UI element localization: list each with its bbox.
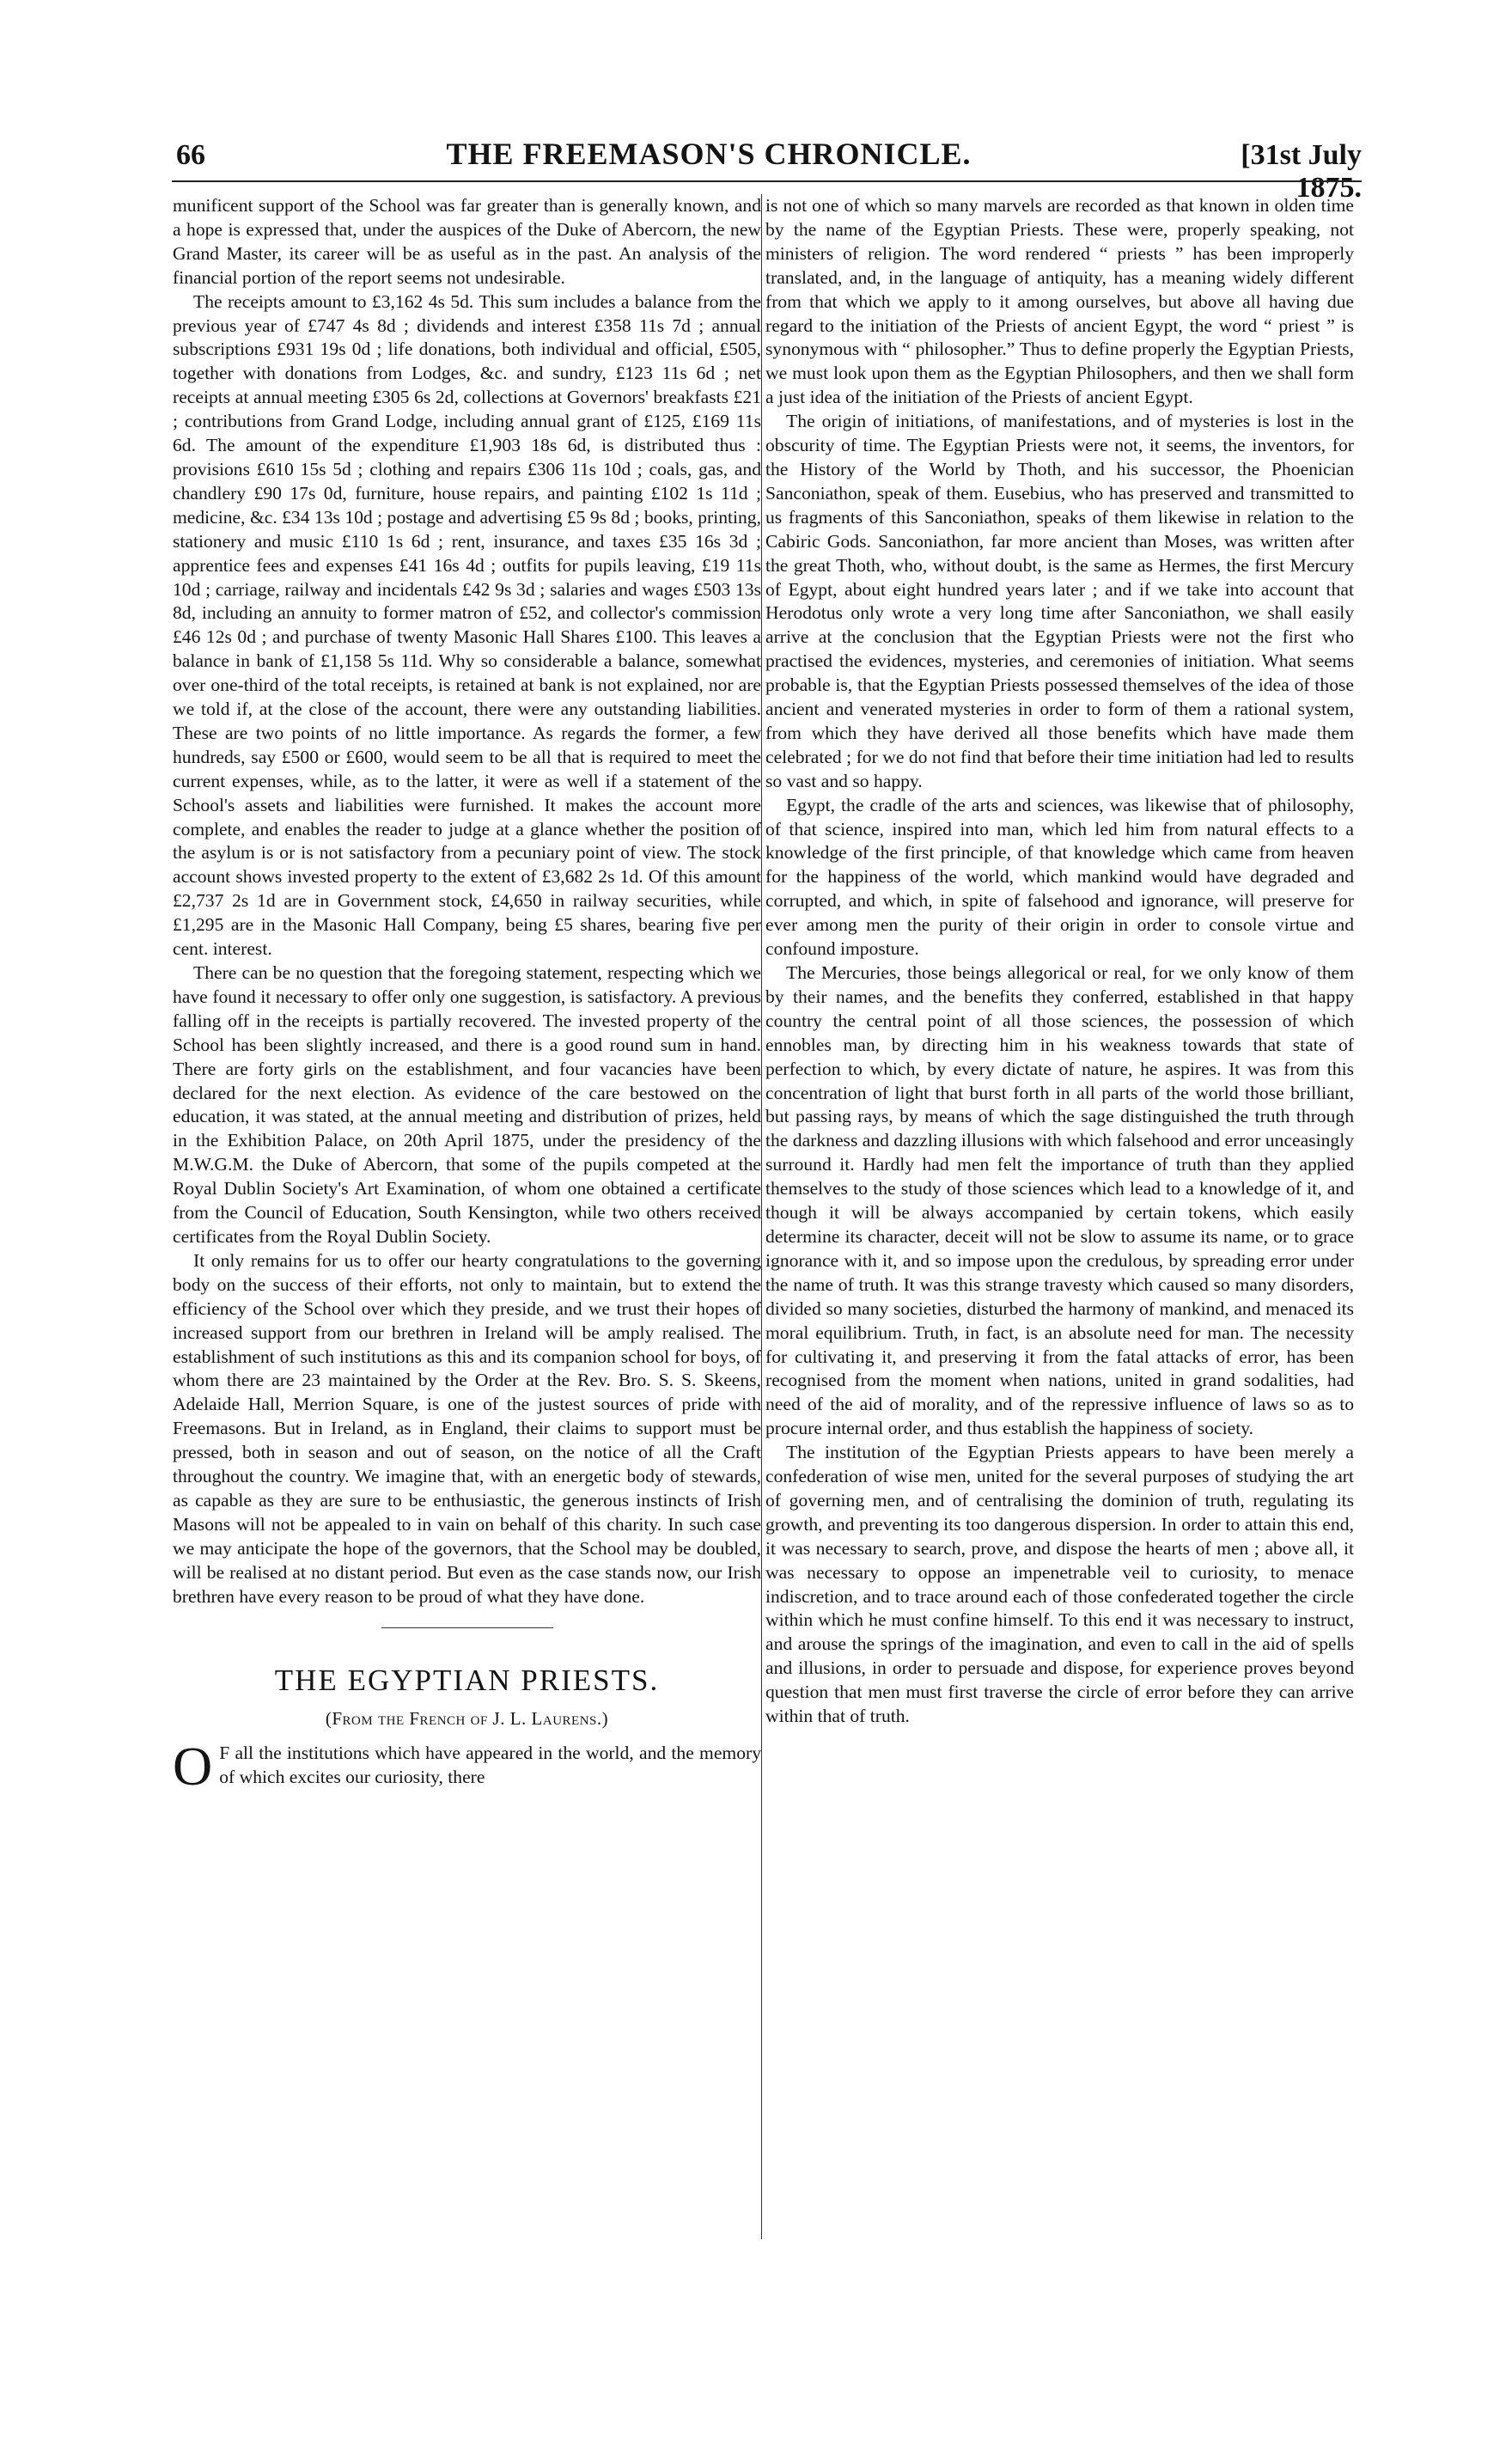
article-divider	[381, 1627, 553, 1628]
paragraph: Egypt, the cradle of the arts and sciences, was likewise that of philosophy, of that science, inspired into man, which led him from natural effects to a knowledge of the first principle, of that knowledge which came from heaven for the happiness of the world, which mankind would have degraded and corrupted, and which, in spite of falsehood and ignorance, will preserve for ever among men the purity of their origin in order to console virtue and confound imposture.	[765, 794, 1354, 960]
drop-cap: O	[173, 1736, 213, 1798]
paragraph: There can be no question that the foregoing statement, respecting which we have found it necessary to offer only one suggestion, is satisfactory. A previous falling off in the receipts is partially recovered. The invested property of the School has been slightly increased, and there is a good round sum in hand. There are forty girls on the establishment, and four vacancies have been declared for the next election. As evidence of the care bestowed on the education, it was stated, at the annual meeting and distribution of prizes, held in the Exhibition Palace, on 20th April 1875, under the presidency of the M.W.G.M. the Duke of Abercorn, that some of the pupils competed at the Royal Dublin Society's Art Examination, of whom one obtained a certificate from the Council of Education, South Kensington, while two others received certificates from the Royal Dublin Society.	[173, 962, 761, 1247]
article-opening-paragraph	[173, 1736, 761, 1798]
article-title: THE EGYPTIAN PRIESTS.	[274, 1663, 660, 1698]
right-column	[765, 194, 1354, 2239]
paragraph: The institution of the Egyptian Priests appears to have been merely a confederation of wise men, united for the several purposes of studying the art of governing men, and of centralising the dominion of truth, regulating its growth, and preventing its too dangerous dispersion. In order to attain this end, it was necessary to search, prove, and dispose the hearts of men ; above all, it was necessary to oppose an impenetrable veil to curiosity, to menace indiscretion, and to trace around each of those confederated together the circle within which he must confine himself. To this end it was necessary to instruct, and arouse the springs of the imagination, and even to call in the aid of spells and illusions, in order to persuade and dispose, for experience proves beyond question that men must first traverse the circle of error before they can arrive within that of truth.	[765, 1442, 1354, 1727]
paragraph: The receipts amount to £3,162 4s 5d. This sum includes a balance from the previous year of £747 4s 8d ; dividends and interest £358 11s 7d ; annual subscriptions £931 19s 0d ; life donations, both individual and official, £505, together with donations from Lodges, &c. and sundry, £123 11s 6d ; net receipts at annual meeting £305 6s 2d, collections at Governors' breakfasts £21 ; contributions from Grand Lodge, including annual grant of £125, £169 11s 6d. The amount of the expenditure £1,903 18s 6d, is distributed thus : provisions £610 15s 5d ; clothing and repairs £306 11s 10d ; coals, gas, and chandlery £90 17s 0d, furniture, house repairs, and painting £102 1s 11d ; medicine, &c. £34 13s 10d ; postage and advertising £5 9s 8d ; books, printing, stationery and music £110 1s 6d ; rent, insurance, and taxes £35 16s 3d ; apprentice fees and expenses £41 16s 4d ; outfits for pupils leaving, £19 11s 10d ; carriage, railway and incidentals £42 9s 3d ; salaries and wages £503 13s 8d, including an annuity to former matron of £52, and collector's commission £46 12s 0d ; and purchase of twenty Masonic Hall Shares £100. This leaves a balance in bank of £1,158 5s 11d. Why so considerable a balance, somewhat over one-third of the total receipts, is retained at bank is not explained, nor are we told if, at the close of the account, there were any outstanding liabilities. These are two points of no little importance. As regards the former, a few hundreds, say £500 or £600, would seem to be all that is required to meet the current expenses, while, as to the latter, it were as well if a statement of the School's assets and liabilities were furnished. It makes the account more complete, and enables the reader to judge at a glance whether the position of the asylum is or is not satisfactory from a pecuniary point of view. The stock account shows invested property to the extent of £3,682 2s 1d. Of this amount £2,737 2s 1d are in Government stock, £4,650 in railway securities, while £1,295 are in the Masonic Hall Company, being £5 shares, bearing five per cent. interest.	[173, 290, 761, 960]
left-column	[173, 194, 761, 2239]
masthead	[176, 136, 1362, 204]
opening-text: F all the institutions which have appeared in the world, and the memory of which excites our curiosity, there	[219, 1743, 761, 1788]
column-divider	[761, 194, 762, 2239]
newspaper-title: THE FREEMASON'S CHRONICLE.	[446, 137, 972, 171]
paragraph: The Mercuries, those beings allegorical or real, for we only know of them by their names, and the benefits they conferred, established in that happy country the central point of all those sciences, the possession of which ennobles man, by directing him in his weakness towards that state of perfection to which, by every dictate of nature, he aspires. It was from this concentration of light that burst forth in all parts of the world those brilliant, but passing rays, by means of which the sage distinguished the truth through the darkness and dazzling illusions with which falsehood and error unceasingly surround it. Hardly had men felt the importance of truth than they applied themselves to the study of those sciences which lead to a knowledge of it, and though it will be always accompanied by certain tokens, which easily determine its character, deceit will not be slow to assume its name, or to grace ignorance with it, and so impose upon the credulous, by spreading error under the name of truth. It was this strange travesty which caused so many disorders, divided so many societies, disturbed the harmony of mankind, and menaced its moral equilibrium. Truth, in fact, is an absolute need for man. The necessity for cultivating it, and preserving it from the fatal attacks of error, has been recognised from the moment when nations, united in grand sodalities, had need of the aid of morality, and of the repressive influence of laws so as to procure internal order, and thus establish the happiness of society.	[765, 962, 1354, 1439]
paragraph: munificent support of the School was far greater than is generally known, and a hope is expressed that, under the auspices of the Duke of Abercorn, the new Grand Master, its career will be as useful as in the past. An analysis of the financial portion of the report seems not undesirable.	[173, 195, 761, 288]
issue-date: [31st July 1875.	[1241, 139, 1362, 204]
header-rule	[172, 180, 1362, 182]
paragraph: It only remains for us to offer our hearty congratulations to the governing body on the success of their efforts, not only to maintain, but to extend the efficiency of the School over which they preside, and we trust their hopes of increased support from our brethren in Ireland will be amply realised. The establishment of such institutions as this and its companion school for boys, of whom there are 23 maintained by the Order at the Rev. Bro. S. S. Skeens, Adelaide Hall, Merrion Square, is one of the justest sources of pride with Freemasons. But in Ireland, as in England, their claims to support must be pressed, both in season and out of season, on the notice of all the Craft throughout the country. We imagine that, with an energetic body of stewards, as capable as they are sure to be enthusiastic, the generous instincts of Irish Masons will not be appealed to in vain on behalf of this charity. In such case we may anticipate the hope of the governors, that the School may be doubled, will be realised at no distant period. But even as the case stands now, our Irish brethren have every reason to be proud of what they have done.	[173, 1249, 761, 1607]
paragraph: is not one of which so many marvels are recorded as that known in olden time by the name of the Egyptian Priests. These were, properly speaking, not ministers of religion. The word rendered “ priests ” has been improperly translated, and, in the language of antiquity, has a meaning widely different from that which we apply to it among ourselves, but above all having due regard to the initiation of the Priests of ancient Egypt, the word “ priest ” is synonymous with “ philosopher.” Thus to define properly the Egyptian Priests, we must look upon them as the Egyptian Philosophers, and then we shall form a just idea of the initiation of the Priests of ancient Egypt.	[765, 195, 1354, 408]
article-byline: (From the French of J. L. Laurens.)	[325, 1708, 609, 1730]
page-number: 66	[176, 139, 205, 171]
paragraph: The origin of initiations, of manifestations, and of mysteries is lost in the obscurity of time. The Egyptian Priests were not, it seems, the inventors, for the History of the World by Thoth, and his successor, the Phoenician Sanconiathon, speak of them. Eusebius, who has preserved and transmitted to us fragments of this Sanconiathon, speaks of them likewise in relation to the Cabiric Gods. Sanconiathon, far more ancient than Moses, was written after the great Thoth, who, without doubt, is the same as Hermes, the first Mercury of Egypt, about eight hundred years later ; and if we take into account that Herodotus only wrote a very long time after Sanconiathon, we shall easily arrive at the conclusion that the Egyptian Priests were not the first who practised the evidences, mysteries, and ceremonies of initiation. What seems probable is, that the Egyptian Priests possessed themselves of the idea of those ancient and venerated mysteries in order to form of them a rational system, from which they have derived all those benefits which have made them celebrated ; for we do not find that before their time initiation had led to results so vast and so happy.	[765, 411, 1354, 791]
